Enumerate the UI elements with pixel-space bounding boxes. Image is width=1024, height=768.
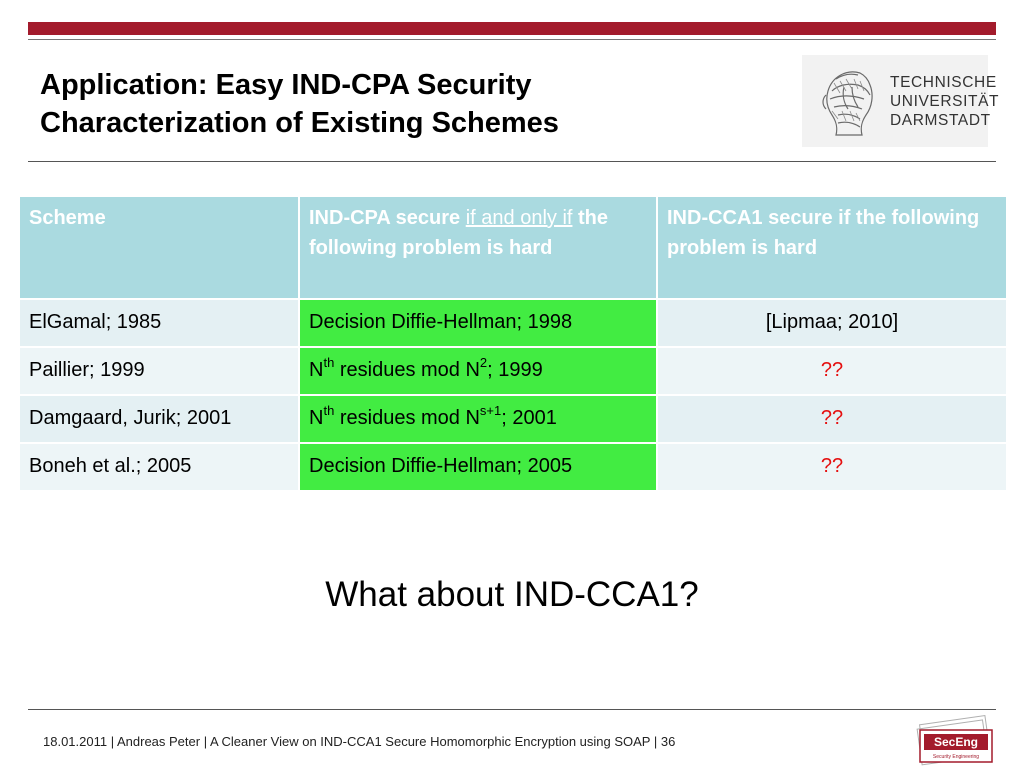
table-row — [19, 299, 1007, 347]
slide-title — [40, 66, 760, 142]
cpa-superscript: th — [323, 355, 335, 371]
header-cpa-rest: the following problem is hard — [309, 207, 609, 259]
logo-line-3: DARMSTADT — [890, 112, 991, 129]
cpa-problem-cell: Decision Diffie-Hellman; 2005 — [299, 443, 657, 491]
title-line-2: Characterization of Existing Schemes — [40, 107, 559, 139]
cpa-mid: residues mod N — [334, 359, 480, 381]
cca1-problem-cell: ?? — [657, 443, 1007, 491]
cca1-problem-cell: ?? — [657, 347, 1007, 395]
logo-line-2: UNIVERSITÄT — [890, 93, 1000, 110]
table-row — [19, 347, 1007, 395]
table-row — [19, 395, 1007, 443]
footer-divider — [28, 709, 996, 710]
cpa-mid: residues mod N — [334, 407, 480, 429]
scheme-cell: Paillier; 1999 — [19, 347, 299, 395]
cpa-problem-cell — [299, 395, 657, 443]
table-header-row — [19, 196, 1007, 299]
scheme-cell: Boneh et al.; 2005 — [19, 443, 299, 491]
title-divider — [28, 161, 996, 162]
scheme-cell: Damgaard, Jurik; 2001 — [19, 395, 299, 443]
cpa-exponent: 2 — [479, 355, 488, 371]
tu-darmstadt-logo — [802, 55, 1000, 147]
header-cpa-bold: IND-CPA secure — [309, 207, 466, 229]
ind-cca1-question: What about IND-CCA1? — [325, 575, 699, 614]
title-line-1: Application: Easy IND-CPA Security — [40, 69, 532, 101]
logo-wordmark — [890, 73, 999, 130]
cpa-year: ; 1999 — [487, 359, 543, 381]
cpa-exponent: s+1 — [479, 403, 502, 419]
header-scheme: Scheme — [19, 196, 299, 299]
cca1-problem-cell: [Lipmaa; 2010] — [657, 299, 1007, 347]
cpa-year: ; 2001 — [501, 407, 557, 429]
schemes-table — [18, 195, 1008, 492]
cpa-n: N — [309, 359, 324, 381]
cca1-problem-cell: ?? — [657, 395, 1007, 443]
table-row — [19, 443, 1007, 491]
footer-text: 18.01.2011 | Andreas Peter | A Cleaner View on IND-CCA1 Secure Homomorphic Encryption using SOAP | 36 — [43, 734, 676, 749]
seceng-tagline: Security Engineering — [932, 754, 980, 760]
seceng-name: SecEng — [933, 735, 979, 749]
cpa-problem-cell — [299, 347, 657, 395]
logo-line-1: TECHNISCHE — [890, 74, 997, 91]
cpa-problem-cell: Decision Diffie-Hellman; 1998 — [299, 299, 657, 347]
header-cpa-underlined: if and only if — [465, 207, 573, 229]
header-ind-cca1: IND-CCA1 secure if the following problem is hard — [657, 196, 1007, 299]
top-divider — [28, 39, 996, 40]
seceng-logo — [912, 714, 998, 766]
header-ind-cpa — [299, 196, 657, 299]
cpa-superscript: th — [323, 403, 335, 419]
top-accent-bar — [28, 22, 996, 35]
scheme-cell: ElGamal; 1985 — [19, 299, 299, 347]
athena-head-icon — [816, 65, 880, 139]
cpa-n: N — [309, 407, 324, 429]
